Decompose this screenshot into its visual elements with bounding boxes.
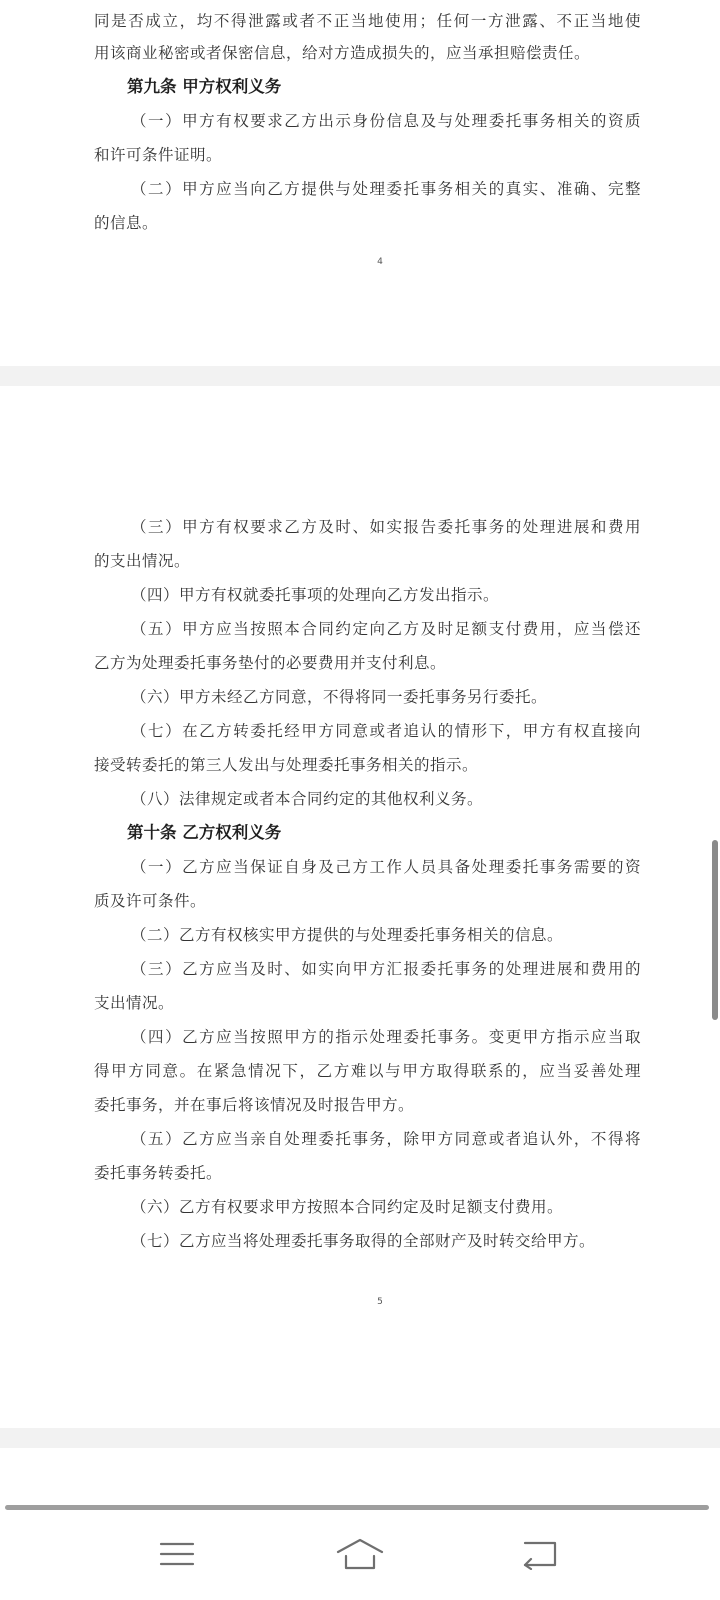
- text-line: （一）乙方应当保证自身及己方工作人员具备处理委托事务需要的资: [131, 858, 641, 876]
- text-line: （六）乙方有权要求甲方按照本合同约定及时足额支付费用。: [131, 1198, 564, 1216]
- text-line: 和许可条件证明。: [94, 146, 223, 164]
- page-separator: [0, 1428, 720, 1448]
- text-line: 同是否成立，均不得泄露或者不正当地使用；任何一方泄露、不正当地使: [94, 12, 641, 30]
- back-button[interactable]: [508, 1534, 572, 1578]
- section-heading-9: 第九条 甲方权利义务: [127, 77, 282, 96]
- text-line: （三）乙方应当及时、如实向甲方汇报委托事务的处理进展和费用的: [131, 960, 641, 978]
- text-line: （二）乙方有权核实甲方提供的与处理委托事务相关的信息。: [131, 926, 564, 944]
- text-line: （三）甲方有权要求乙方及时、如实报告委托事务的处理进展和费用: [131, 518, 641, 536]
- text-line: 质及许可条件。: [94, 892, 207, 910]
- document-page-5: [0, 386, 720, 1428]
- text-line: （一）甲方有权要求乙方出示身份信息及与处理委托事务相关的资质: [131, 112, 641, 130]
- page-number: 4: [377, 257, 383, 267]
- text-line: （八）法律规定或者本合同约定的其他权利义务。: [131, 790, 484, 808]
- menu-icon: [159, 1539, 195, 1573]
- text-line: （四）甲方有权就委托事项的处理向乙方发出指示。: [131, 586, 500, 604]
- text-line: （五）甲方应当按照本合同约定向乙方及时足额支付费用，应当偿还: [131, 620, 641, 638]
- text-line: 乙方为处理委托事务垫付的必要费用并支付利息。: [94, 654, 447, 672]
- nav-divider: [5, 1505, 709, 1510]
- section-heading-10: 第十条 乙方权利义务: [127, 823, 282, 842]
- text-line: （五）乙方应当亲自处理委托事务，除甲方同意或者追认外，不得将: [131, 1130, 641, 1148]
- vertical-scrollbar[interactable]: [712, 840, 718, 1020]
- home-button[interactable]: [328, 1534, 392, 1578]
- page-number: 5: [377, 1297, 383, 1307]
- text-line: 的信息。: [94, 214, 159, 232]
- text-line: （七）在乙方转委托经甲方同意或者追认的情形下，甲方有权直接向: [131, 722, 641, 740]
- text-line: （二）甲方应当向乙方提供与处理委托事务相关的真实、准确、完整: [131, 180, 641, 198]
- text-line: （四）乙方应当按照甲方的指示处理委托事务。变更甲方指示应当取: [131, 1028, 641, 1046]
- text-line: （六）甲方未经乙方同意，不得将同一委托事务另行委托。: [131, 688, 548, 706]
- text-line: 的支出情况。: [94, 552, 191, 570]
- text-line: 用该商业秘密或者保密信息，给对方造成损失的，应当承担赔偿责任。: [94, 44, 591, 62]
- document-page-4: [0, 0, 720, 366]
- menu-button[interactable]: [145, 1534, 209, 1578]
- text-line: （七）乙方应当将处理委托事务取得的全部财产及时转交给甲方。: [131, 1232, 596, 1250]
- page-separator: [0, 366, 720, 386]
- text-line: 委托事务，并在事后将该情况及时报告甲方。: [94, 1096, 415, 1114]
- text-line: 接受转委托的第三人发出与处理委托事务相关的指示。: [94, 756, 479, 774]
- text-line: 得甲方同意。在紧急情况下，乙方难以与甲方取得联系的，应当妥善处理: [94, 1062, 641, 1080]
- home-icon: [335, 1536, 385, 1576]
- back-icon: [520, 1538, 560, 1574]
- text-line: 委托事务转委托。: [94, 1164, 223, 1182]
- text-line: 支出情况。: [94, 994, 175, 1012]
